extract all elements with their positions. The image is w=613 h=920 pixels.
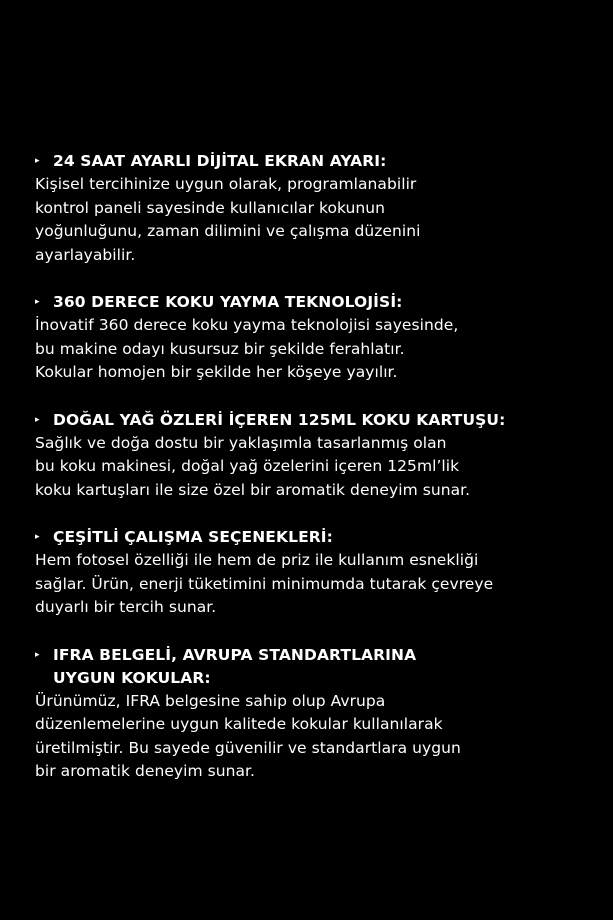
feature-heading: ÇEŞİTLİ ÇALIŞMA SEÇENEKLERİ: <box>53 528 333 546</box>
feature-section-digital-screen <box>35 150 605 267</box>
triangle-bullet-icon: ▸ <box>35 297 40 307</box>
feature-heading: 360 DERECE KOKU YAYMA TEKNOLOJİSİ: <box>53 293 403 311</box>
feature-heading-row <box>35 644 605 690</box>
feature-description: Sağlık ve doğa dostu bir yaklaşımla tasarlanmış olan bu koku makinesi, doğal yağ özelerini içeren 125ml’lik koku kartuşları ile size özel bir aromatik deneyim sunar. <box>35 433 471 499</box>
feature-heading: DOĞAL YAĞ ÖZLERİ İÇEREN 125ML KOKU KARTUŞU: <box>53 410 506 429</box>
triangle-bullet-icon: ▸ <box>35 649 40 660</box>
triangle-bullet-icon: ▸ <box>35 156 40 166</box>
feature-heading-row <box>35 409 605 432</box>
feature-section-ifra <box>35 644 605 784</box>
feature-description: Kişisel tercihinize uygun olarak, programlanabilir kontrol paneli sayesinde kullanıcılar kokunun yoğunluğunu, zaman dilimini ve çalışma düzenini ayarlayabilir. <box>35 175 421 264</box>
feature-heading-row <box>35 526 605 549</box>
feature-description: Ürünümüz, IFRA belgesine sahip olup Avrupa düzenlemelerine uygun kalitede kokular kullanılarak üretilmiştir. Bu sayede güvenilir ve standartlara uygun bir aromatik deneyim sunar. <box>35 691 461 780</box>
feature-heading: IFRA BELGELİ, AVRUPA STANDARTLARINA UYGUN KOKULAR: <box>53 645 417 687</box>
triangle-bullet-icon: ▸ <box>35 414 40 425</box>
feature-section-cartridge <box>35 409 605 503</box>
feature-heading: 24 SAAT AYARLI DİJİTAL EKRAN AYARI: <box>53 152 387 170</box>
feature-list <box>35 150 605 808</box>
triangle-bullet-icon: ▸ <box>35 532 40 542</box>
feature-section-operation-options <box>35 526 605 620</box>
feature-heading-row <box>35 150 605 173</box>
feature-description: Hem fotosel özelliği ile hem de priz ile kullanım esnekliği sağlar. Ürün, enerji tüketimini minimumda tutarak çevreye duyarlı bir tercih sunar. <box>35 551 494 616</box>
feature-description: İnovatif 360 derece koku yayma teknolojisi sayesinde, bu makine odayı kusursuz bir şekilde ferahlatır. Kokular homojen bir şekilde her köşeye yayılır. <box>35 316 459 381</box>
feature-section-360-diffusion <box>35 291 605 385</box>
feature-heading-row <box>35 291 605 314</box>
